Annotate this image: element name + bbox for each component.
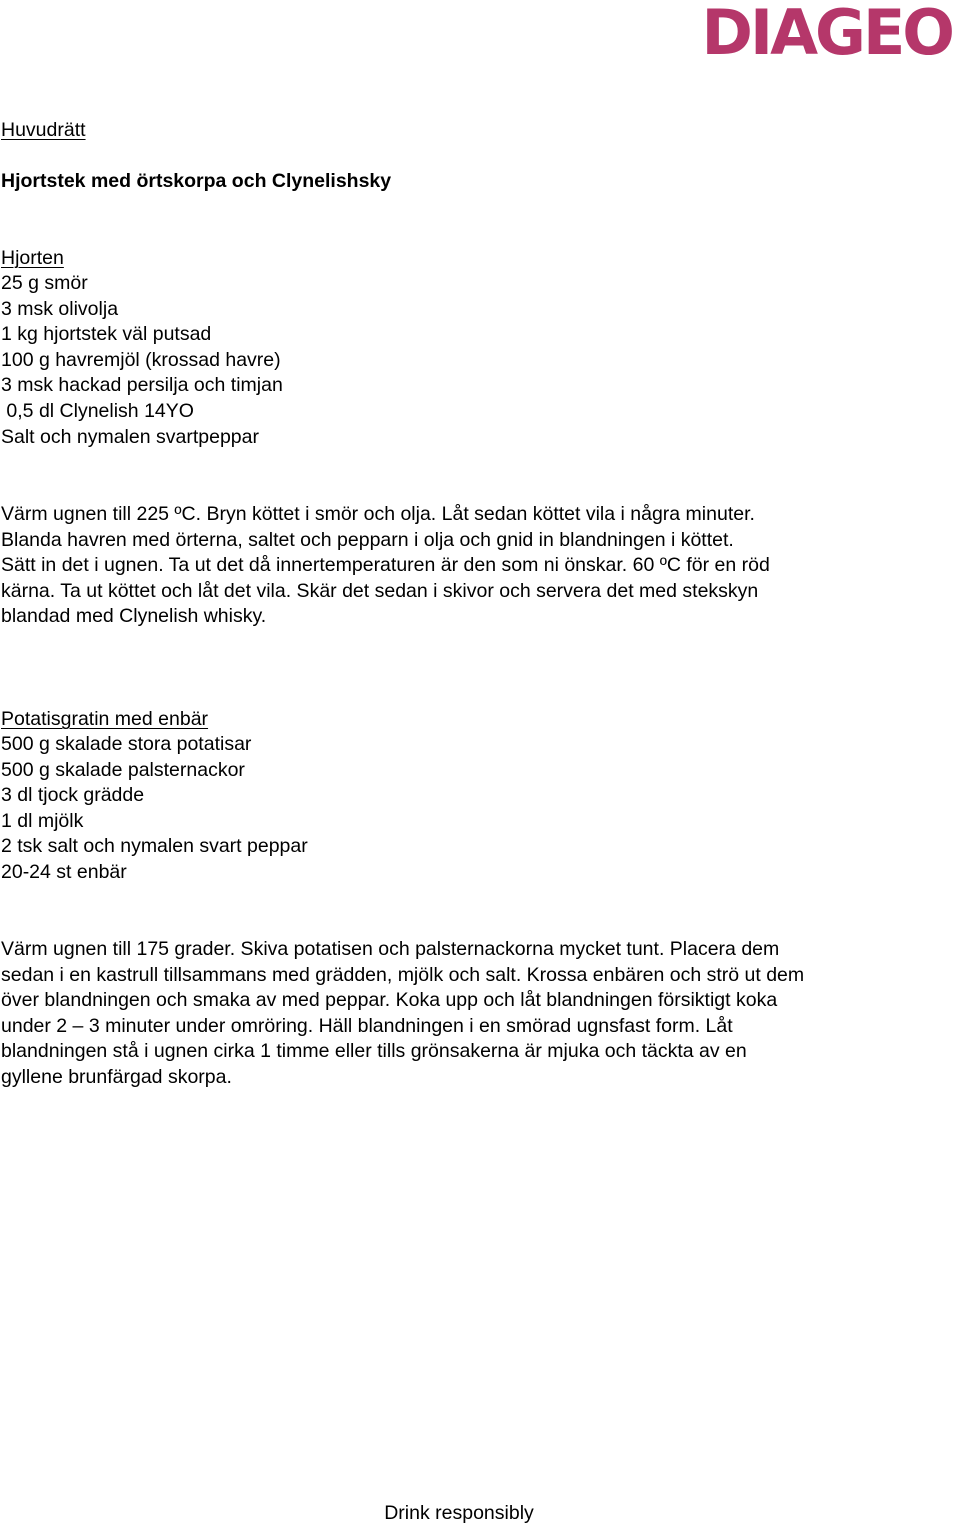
instruction-line: Värm ugnen till 175 grader. Skiva potatisen och palsternackorna mycket tunt. Placera dem [1, 938, 780, 960]
ingredient-item: 0,5 dl Clynelish 14YO [1, 399, 194, 422]
ingredient-item: 3 msk olivolja [1, 297, 119, 320]
instruction-line: blandningen stå i ugnen cirka 1 timme eller tills grönsakerna är mjuka och täckta av en [1, 1040, 747, 1063]
dish-title: Hjortstek med örtskorpa och Clynelishsky [1, 170, 392, 192]
instruction-line: blandad med Clynelish whisky. [1, 605, 267, 628]
footer-drink-responsibly: Drink responsibly [384, 1502, 534, 1524]
ingredient-item: 500 g skalade palsternackor [1, 758, 245, 781]
instruction-line: sedan i en kastrull tillsammans med grädden, mjölk och salt. Krossa enbären och strö ut dem [1, 963, 805, 986]
course-label: Huvudrätt [1, 119, 86, 141]
ingredient-item: 500 g skalade stora potatisar [1, 733, 252, 755]
instruction-line: kärna. Ta ut köttet och låt det vila. Skär det sedan i skivor och servera det med stekskyn [1, 579, 759, 602]
ingredient-item: 2 tsk salt och nymalen svart peppar [1, 835, 308, 858]
section-heading-potatisgratin: Potatisgratin med enbär [1, 708, 209, 730]
ingredient-item: 20-24 st enbär [1, 860, 127, 883]
ingredient-item: 100 g havremjöl (krossad havre) [1, 348, 281, 371]
instructions-hjorten [1, 502, 770, 630]
instruction-line: över blandningen och smaka av med peppar. Koka upp och låt blandningen försiktigt koka [1, 989, 778, 1012]
ingredient-item: 3 dl tjock grädde [1, 784, 145, 807]
instruction-line: gyllene brunfärgad skorpa. [1, 1065, 232, 1088]
instructions-potatisgratin [1, 937, 804, 1091]
ingredient-item: 1 kg hjortstek väl putsad [1, 323, 212, 346]
ingredient-list-hjorten [1, 271, 283, 450]
ingredient-item: 25 g smör [1, 272, 88, 294]
instruction-line: Värm ugnen till 225 ºC. Bryn köttet i smör och olja. Låt sedan köttet vila i några minuter. [1, 503, 755, 525]
instruction-line: Blanda havren med örterna, saltet och pepparn i olja och gnid in blandningen i köttet. [1, 528, 734, 551]
section-heading-hjorten: Hjorten [1, 247, 64, 269]
ingredient-list-potatisgratin [1, 732, 308, 886]
diageo-logo: DIAGEO [701, 0, 952, 69]
ingredient-item: Salt och nymalen svartpeppar [1, 425, 259, 448]
instruction-line: Sätt in det i ugnen. Ta ut det då innertemperaturen är den som ni önskar. 60 ºC för en röd [1, 554, 770, 577]
ingredient-item: 1 dl mjölk [1, 809, 84, 832]
instruction-line: under 2 – 3 minuter under omröring. Häll blandningen i en smörad ugnsfast form. Låt [1, 1014, 733, 1037]
ingredient-item: 3 msk hackad persilja och timjan [1, 374, 283, 397]
